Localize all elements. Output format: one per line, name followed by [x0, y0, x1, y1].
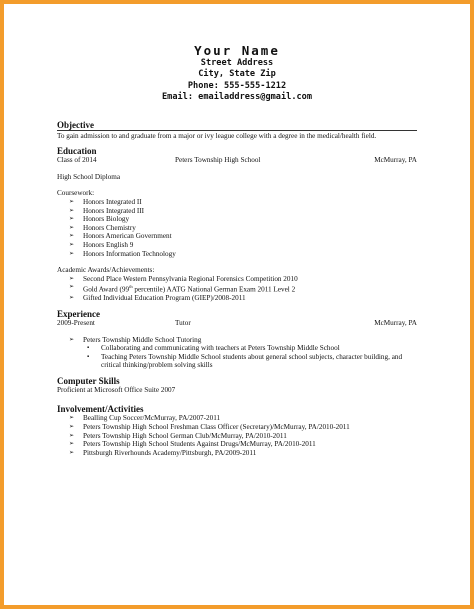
award-text: Gold Award (99	[83, 285, 130, 294]
list-item: ➢ Honors Chemistry	[69, 224, 417, 233]
experience-row	[57, 319, 417, 328]
involvement-heading: Involvement/Activities	[57, 404, 144, 415]
awards-list	[57, 275, 417, 303]
resume-page	[57, 44, 417, 457]
list-item: ➢ Honors American Government	[69, 232, 417, 241]
experience-role: Tutor	[175, 318, 191, 327]
phone: Phone: 555-555-1212	[187, 80, 287, 91]
street-address: Street Address	[200, 58, 274, 68]
list-item: ➢ Honors Information Technology	[69, 250, 417, 259]
ordinal-suffix: th	[129, 284, 133, 290]
list-item: ➢ Pittsburgh Riverhounds Academy/Pittsburgh, PA/2009-2011	[69, 449, 417, 458]
list-item: ➢ Honors Integrated III	[69, 207, 417, 216]
experience-location: McMurray, PA	[374, 318, 417, 327]
section-divider	[57, 130, 417, 131]
class-year: Class of 2014	[57, 156, 97, 165]
coursework-list	[57, 198, 417, 258]
coursework-label: Coursework:	[57, 189, 95, 198]
list-item: ➢ Honors English 9	[69, 241, 417, 250]
education-row	[57, 156, 417, 165]
list-item: ➢ Peters Township High School Students Against Drugs/McMurray, PA/2010-2011	[69, 440, 417, 449]
list-item: ▪ Teaching Peters Township Middle School students about general school subjects, character building, and critical thinking/problem solving skills	[87, 353, 417, 370]
city-state-zip: City, State Zip	[198, 69, 276, 80]
list-item: ➢ Gifted Individual Education Program (GIEP)/2008-2011	[69, 294, 417, 303]
list-item: ▪ Collaborating and communicating with teachers at Peters Township Middle School	[87, 344, 417, 353]
experience-dates: 2009-Present	[57, 318, 95, 327]
school-location: McMurray, PA	[374, 156, 417, 165]
experience-heading: Experience	[57, 308, 100, 319]
list-item: ➢ Peters Township High School Freshman Class Officer (Secretary)/McMurray, PA/2010-2011	[69, 423, 417, 432]
involvement-list	[57, 414, 417, 457]
skills-heading: Computer Skills	[57, 375, 120, 386]
email: Email: emailaddress@gmail.com	[161, 92, 313, 103]
list-item: ➢ Bealling Cup Soccer/McMurray, PA/2007-2011	[69, 414, 417, 423]
list-item: ➢ Peters Township Middle School Tutoring	[69, 336, 417, 345]
applicant-name: Your Name	[194, 43, 280, 58]
awards-label: Academic Awards/Achievements:	[57, 266, 155, 275]
list-item	[69, 283, 417, 294]
objective-text: To gain admission to and graduate from a major or ivy league college with a degree in the medical/health field.	[57, 131, 377, 140]
list-item: ➢ Second Place Western Pennsylvania Regional Forensics Competition 2010	[69, 275, 417, 284]
education-heading: Education	[57, 146, 97, 157]
list-item: ➢ Honors Biology	[69, 215, 417, 224]
diploma: High School Diploma	[57, 172, 121, 181]
experience-details	[57, 344, 417, 370]
award-text: percentile) AATG National German Exam 2011 Level 2	[132, 285, 296, 294]
objective-heading: Objective	[57, 119, 94, 130]
skills-text: Proficient at Microsoft Office Suite 2007	[57, 385, 176, 394]
experience-list	[57, 336, 417, 345]
resume-header	[57, 44, 417, 104]
list-item: ➢ Peters Township High School German Club/McMurray, PA/2010-2011	[69, 432, 417, 441]
list-item: ➢ Honors Integrated II	[69, 198, 417, 207]
school-name: Peters Township High School	[175, 156, 261, 165]
